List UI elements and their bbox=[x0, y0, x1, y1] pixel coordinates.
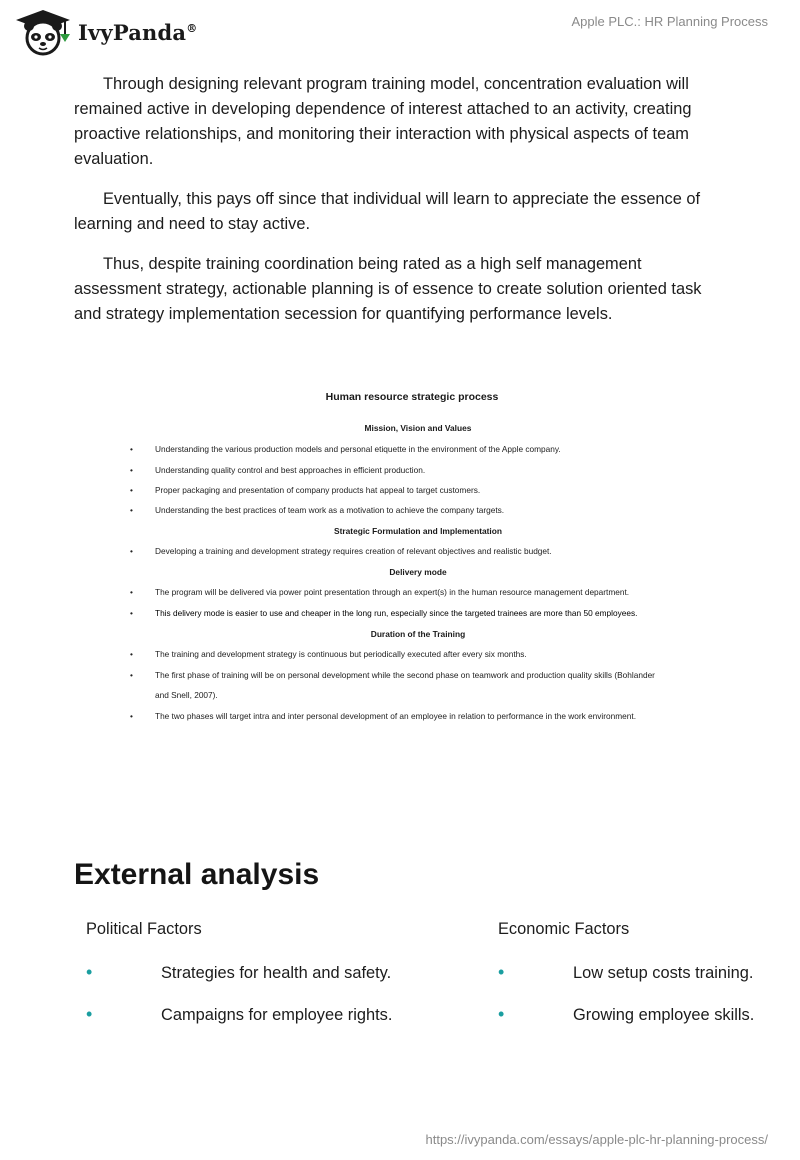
economic-factors-title: Economic Factors bbox=[498, 920, 630, 938]
political-factors-title: Political Factors bbox=[86, 920, 202, 938]
panda-logo-icon bbox=[14, 8, 72, 56]
economic-factors-column: Economic Factors • Low setup costs training. • Growing employee skills. bbox=[498, 920, 798, 939]
figure-section-title: Mission, Vision and Values bbox=[364, 423, 472, 433]
figure-title: Human resource strategic process bbox=[325, 391, 499, 403]
bullet-icon: • bbox=[498, 1004, 505, 1024]
logo-wordmark: IvyPanda® bbox=[78, 19, 198, 45]
body-text bbox=[74, 72, 724, 342]
figure-section-title: Strategic Formulation and Implementation bbox=[334, 526, 502, 536]
bullet-icon: • bbox=[498, 962, 505, 982]
document-title: Apple PLC.: HR Planning Process bbox=[571, 14, 768, 29]
bullet-icon: • bbox=[86, 1004, 93, 1024]
bullet-icon: • bbox=[86, 962, 93, 982]
political-factors-column: Political Factors • Strategies for health and safety. • Campaigns for employee rights. bbox=[86, 920, 393, 1024]
paragraph-3: Thus, despite training coordination being rated as a high self management assessment strategy, actionable planning is of essence to create solution oriented task and strategy implementation secession for quantifying performance levels. bbox=[74, 255, 702, 323]
source-url-link[interactable]: https://ivypanda.com/essays/apple-plc-hr-planning-process/ bbox=[425, 1132, 768, 1147]
figure-section-title: Delivery mode bbox=[389, 567, 447, 577]
paragraph-2: Eventually, this pays off since that individual will learn to appreciate the essence of learning and need to stay active. bbox=[74, 190, 701, 233]
paragraph-1: Through designing relevant program training model, concentration evaluation will remained active in developing dependence of interest attached to an activity, creating proactive relationships, and monitoring their interaction with physical aspects of team evaluation. bbox=[74, 75, 692, 168]
figure-section-title: Duration of the Training bbox=[370, 629, 466, 639]
section-heading-external-analysis: External analysis bbox=[74, 858, 320, 891]
ivypanda-logo[interactable] bbox=[14, 8, 197, 56]
